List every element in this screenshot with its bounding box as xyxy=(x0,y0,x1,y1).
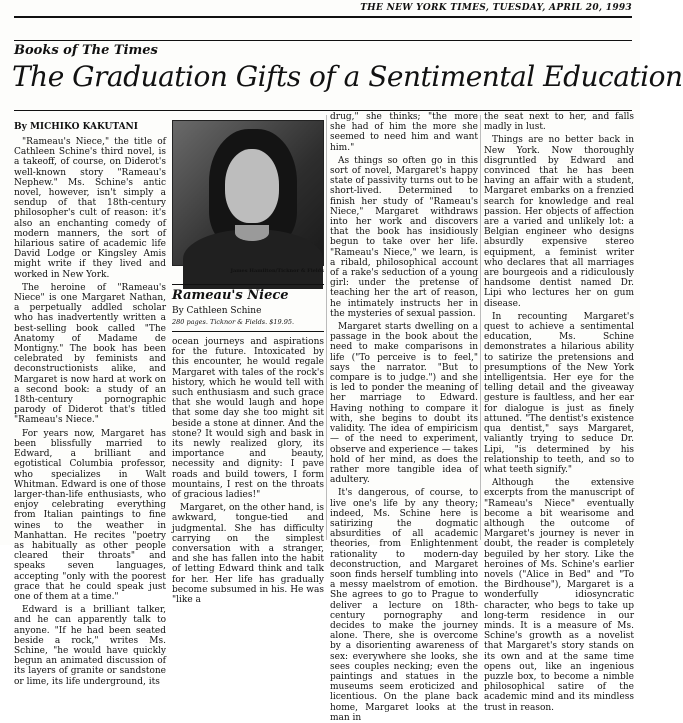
article-paragraph: As things so often go in this sort of novel, Margaret's happy state of passivity turns out to be short-lived. Determined to finish her study of "Rameau's Niece," Margaret withdraws into her work and discovers that the book has insidiously begun to take over her life. "Rameau's Niece," we learn, is a ribald, philosophical account of a rake's seduction of a young girl: under the pretense of teaching her the art of reason, he intimately instructs her in the mysteries of sexual passion. xyxy=(330,155,478,319)
section-rule xyxy=(14,40,632,41)
headline-rule xyxy=(14,110,632,111)
article-paragraph: Things are no better back in New York. Now thoroughly disgruntled by Edward and convinced that he has been having an affair with a student, Margaret embarks on a frenzied search for knowledge and real passion. Her objects of affection are a varied and unlikely lot: a Belgian engineer who designs absurdly expensive stereo equipment, a feminist writer who declares that all marriages are bourgeois and a ridiculously handsome dentist named Dr. Lipi who lectures her on gum disease. xyxy=(484,135,634,309)
article-paragraph: The heroine of "Rameau's Niece" is one Margaret Nathan, a perpetually addled scholar who has inadvertently written a best-selling book called "The Anatomy of Madame de Montigny." The book has been celebrated by feminists and deconstructionists alike, and Margaret is now hard at work on a second book: a study of an 18th-century pornographic parody of Diderot that's titled "Rameau's Niece." xyxy=(14,282,166,426)
book-title: Rameau's Niece xyxy=(172,288,289,303)
article-paragraph: drug," she thinks; "the more she had of him the more she seemed to need him and want him." xyxy=(330,112,478,153)
column-divider xyxy=(480,115,481,540)
article-column-1 xyxy=(14,137,166,687)
book-publication-info: 280 pages. Ticknor & Fields. $19.95. xyxy=(172,318,295,326)
column-kicker: Books of The Times xyxy=(14,43,158,58)
article-paragraph: Although the extensive excerpts from the manuscript of "Rameau's Niece" eventually become a bit wearisome and although the outcome of Margaret's journey is never in doubt, the reader is completely beguiled by her story. Like the heroines of Ms. Schine's earlier novels ("Alice in Bed" and "To the Birdhouse"), Margaret is a wonderfully idiosyncratic character, who begs to take up long-term residence in our minds. It is a measure of Ms. Schine's growth as a novelist that Margaret's story stands on its own and at the same time opens out, like an ingenious puzzle box, to become a nimble philosophical satire of the academic mind and its mindless trust in reason. xyxy=(484,478,634,713)
book-author: By Cathleen Schine xyxy=(172,306,262,316)
article-column-3 xyxy=(330,112,478,723)
book-box-rule-bottom xyxy=(172,331,324,332)
article-paragraph: ocean journeys and aspirations for the future. Intoxicated by this encounter, he would regale Margaret with tales of the rock's history, which he would tell with such enthusiasm and such grace that she would laugh and hope that some day she too might sit beside a stone at dinner. And the stone? It would sigh and bask in its newly realized glory, its importance and beauty, necessity and dignity: I pave roads and build towers, I form mountains, I rest on the throats of gracious ladies!" xyxy=(172,337,324,501)
byline: By MICHIKO KAKUTANI xyxy=(14,122,138,132)
masthead: THE NEW YORK TIMES, TUESDAY, APRIL 20, 1993 xyxy=(360,3,632,13)
photo-credit: James Hamilton/Ticknor & Fields xyxy=(230,268,324,274)
masthead-rule xyxy=(14,16,632,18)
column-divider xyxy=(326,115,327,540)
book-box-rule-top xyxy=(172,284,324,285)
article-paragraph: Margaret, on the other hand, is awkward, tongue-tied and judgmental. She has difficulty carrying on the simplest conversation with a stranger, and she has fallen into the habit of letting Edward think and talk for her. Her life has gradually become subsumed in his. He was "like a xyxy=(172,503,324,606)
article-column-4 xyxy=(484,112,634,713)
article-paragraph: "Rameau's Niece," the title of Cathleen Schine's third novel, is a takeoff, of course, on Diderot's well-known story "Rameau's Nephew." Ms. Schine's antic novel, however, isn't simply a sendup of that 18th-century philosopher's cult of reason: it's also an enchanting comedy of modern manners, the sort of hilarious satire of academic life David Lodge or Kingsley Amis might write if they lived and worked in New York. xyxy=(14,137,166,280)
article-paragraph: Margaret starts dwelling on a passage in the book about the need to make comparisons in life ("To perceive is to feel," says the narrator. "But to compare is to judge.") and she is led to ponder the meaning of her marriage to Edward. Having nothing to compare it with, she begins to doubt its validity. The idea of empiricism — of the need to experiment, observe and experience — takes hold of her mind, as does the rather more tangible idea of adultery. xyxy=(330,322,478,486)
article-column-2 xyxy=(172,337,324,606)
article-paragraph: It's dangerous, of course, to live one's life by any theory; indeed, Ms. Schine here is satirizing the dogmatic absurdities of all academic theories, from Enlightenment rationality to modern-day deconstruction, and Margaret soon finds herself tumbling into a messy maelstrom of emotion. She agrees to go to Prague to deliver a lecture on 18th-century pornography and decides to make the journey alone. There, she is overcome by a disorienting awareness of sex: everywhere she looks, she sees couples necking; even the paintings and statues in the museums seem eroticized and licentious. On the plane back home, Margaret looks at the man in xyxy=(330,488,478,723)
author-photo xyxy=(172,120,324,266)
article-paragraph: Edward is a brilliant talker, and he can apparently talk to anyone. "If he had been seated beside a rock," writes Ms. Schine, "he would have quickly begun an animated discussion of its layers of granite or sandstone or lime, its life underground, its xyxy=(14,605,166,687)
article-paragraph: In recounting Margaret's quest to achieve a sentimental education, Ms. Schine demonstrates a hilarious ability to satirize the pretensions and presumptions of the New York intelligentsia. Her eye for the telling detail and the giveaway gesture is faultless, and her ear for dialogue is just as finely attuned. "The dentist's existence qua dentist," says Margaret, valiantly trying to seduce Dr. Lipi, "is determined by his relationship to teeth, and so to what teeth signify." xyxy=(484,311,634,475)
article-paragraph: For years now, Margaret has been blissfully married to Edward, a brilliant and egotistical Columbia professor, who specializes in Walt Whitman. Edward is one of those larger-than-life enthusiasts, who enjoy celebrating everything from Italian paintings to fine wines to the weather in Manhattan. He recites "poetry as habitually as other people cleared their throats" and speaks seven languages, accepting "only with the poorest grace that he could speak just one of them at a time." xyxy=(14,428,166,602)
headline: The Graduation Gifts of a Sentimental Education xyxy=(12,60,683,93)
article-paragraph: the seat next to her, and falls madly in lust. xyxy=(484,112,634,133)
